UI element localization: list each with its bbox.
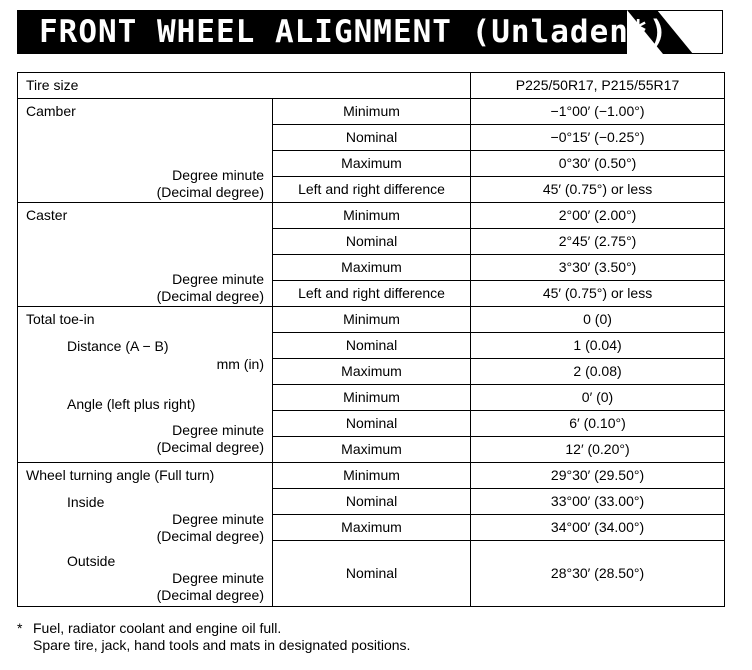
toe-in-value: 0′ (0) [471,385,725,411]
tire-size-row [18,73,725,99]
turning-outside-unit-decimal: (Decimal degree) [156,587,264,603]
toe-in-cond: Nominal [273,411,471,437]
camber-label-cell [18,99,273,203]
toe-in-angle-label: Angle (left plus right) [67,396,196,412]
caster-label: Caster [26,207,68,223]
toe-in-cond: Maximum [273,437,471,463]
turning-row [18,463,725,489]
toe-in-row [18,307,725,333]
toe-in-label: Total toe-in [26,311,95,327]
turning-label-cell [18,463,273,607]
caster-value: 2°45′ (2.75°) [471,229,725,255]
toe-in-value: 2 (0.08) [471,359,725,385]
turning-cond: Maximum [273,515,471,541]
title-banner [17,10,723,54]
turning-value: 34°00′ (34.00°) [471,515,725,541]
camber-value: 45′ (0.75°) or less [471,177,725,203]
camber-cond: Left and right difference [273,177,471,203]
toe-in-unit-decimal: (Decimal degree) [156,439,264,455]
camber-label: Camber [26,103,76,119]
toe-in-unit-degree: Degree minute [172,422,264,438]
toe-in-cond: Minimum [273,307,471,333]
toe-in-value: 0 (0) [471,307,725,333]
turning-outside-label: Outside [67,553,116,569]
turning-cond: Nominal [273,489,471,515]
camber-unit-decimal: (Decimal degree) [156,184,264,200]
page-title: FRONT WHEEL ALIGNMENT (Unladen*) [39,14,669,50]
tire-size-label: Tire size [18,73,471,99]
footnote-line: Fuel, radiator coolant and engine oil full. [33,620,282,636]
caster-cond: Maximum [273,255,471,281]
turning-inside-label: Inside [67,494,105,510]
caster-value: 2°00′ (2.00°) [471,203,725,229]
tire-size-value: P225/50R17, P215/55R17 [471,73,725,99]
toe-in-cond: Nominal [273,333,471,359]
toe-in-value: 1 (0.04) [471,333,725,359]
turning-value: 29°30′ (29.50°) [471,463,725,489]
camber-value: 0°30′ (0.50°) [471,151,725,177]
turning-value: 33°00′ (33.00°) [471,489,725,515]
turning-cond: Nominal [273,541,471,607]
turning-inside-unit-degree: Degree minute [172,511,264,527]
alignment-table [17,72,725,607]
footnote-marker: * [17,620,23,636]
caster-value: 3°30′ (3.50°) [471,255,725,281]
camber-value: −0°15′ (−0.25°) [471,125,725,151]
turning-value: 28°30′ (28.50°) [471,541,725,607]
camber-unit-degree: Degree minute [172,167,264,183]
toe-in-value: 12′ (0.20°) [471,437,725,463]
toe-in-value: 6′ (0.10°) [471,411,725,437]
caster-value: 45′ (0.75°) or less [471,281,725,307]
toe-in-distance-unit: mm (in) [216,356,264,372]
turning-inside-unit-decimal: (Decimal degree) [156,528,264,544]
toe-in-cond: Minimum [273,385,471,411]
caster-label-cell [18,203,273,307]
turning-outside-unit-degree: Degree minute [172,570,264,586]
footnote-line: Spare tire, jack, hand tools and mats in designated positions. [33,637,411,653]
toe-in-distance-label: Distance (A − B) [67,338,169,354]
caster-row [18,203,725,229]
caster-cond: Nominal [273,229,471,255]
turning-cond: Minimum [273,463,471,489]
camber-cond: Maximum [273,151,471,177]
caster-cond: Minimum [273,203,471,229]
camber-cond: Nominal [273,125,471,151]
turning-label: Wheel turning angle (Full turn) [26,467,215,483]
camber-value: −1°00′ (−1.00°) [471,99,725,125]
toe-in-label-cell [18,307,273,463]
camber-row [18,99,725,125]
caster-cond: Left and right difference [273,281,471,307]
caster-unit-degree: Degree minute [172,271,264,287]
toe-in-cond: Maximum [273,359,471,385]
camber-cond: Minimum [273,99,471,125]
caster-unit-decimal: (Decimal degree) [156,288,264,304]
